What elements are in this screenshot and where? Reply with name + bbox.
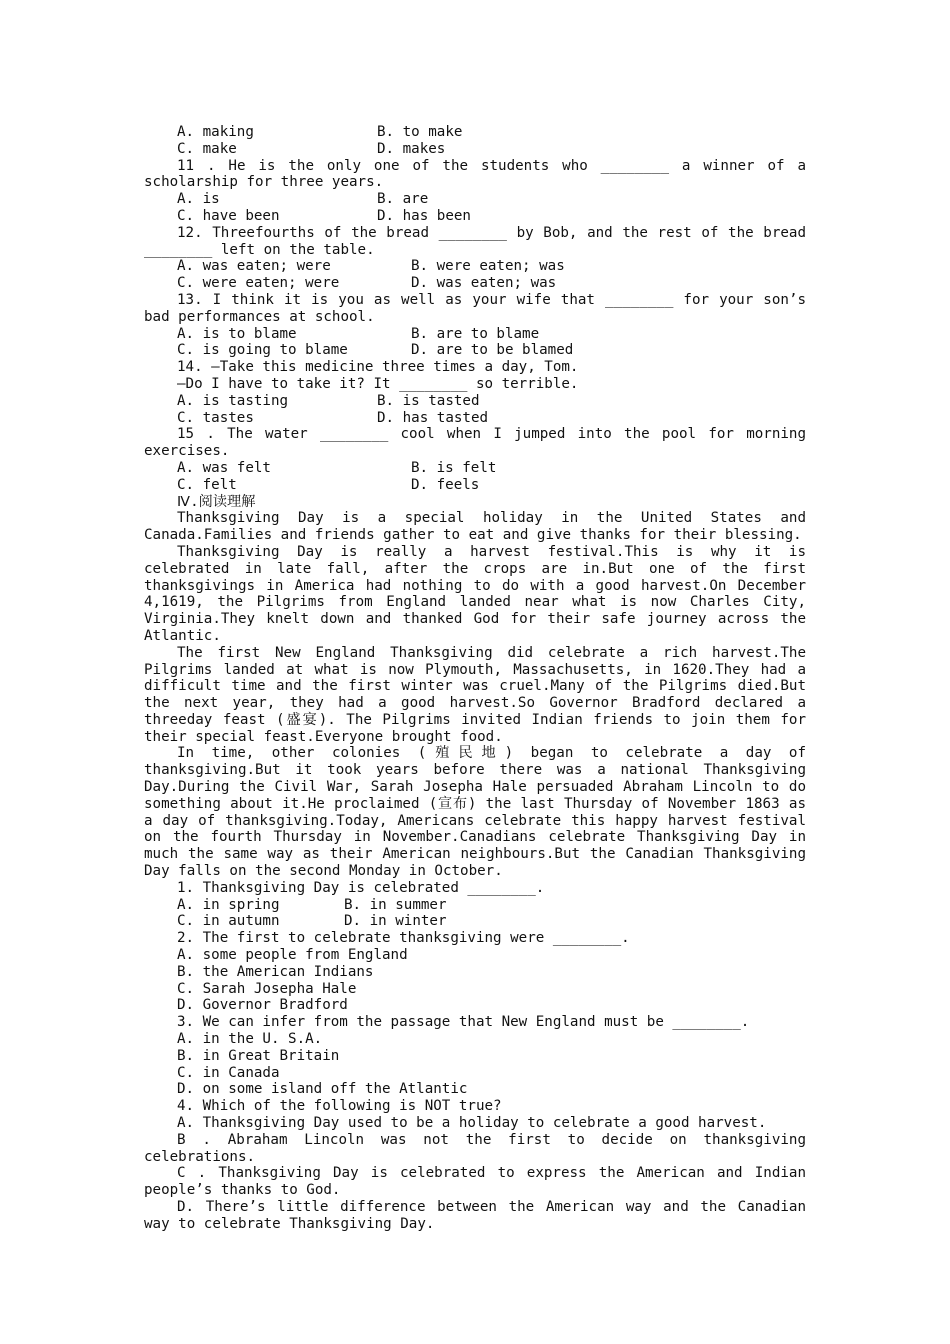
passage-paragraph: Thanksgiving Day is really a harvest festival.This is why it is celebrated in late fall, after the crops are in.But one of the first thanksgivings in America had nothing to do with a good harvest.On December 4,1619, the Pilgrims from England landed near what is now Charles City, Virginia.They knelt down and thanked God for their safe journey across the Atlantic. — [144, 543, 806, 644]
option: D. has been — [377, 207, 471, 224]
question-stem: 1. Thanksgiving Day is celebrated ________. — [177, 879, 545, 896]
question-stem: 3. We can infer from the passage that New England must be ________. — [177, 1014, 750, 1031]
option: C. tastes — [177, 409, 254, 426]
option: B. were eaten; was — [411, 258, 565, 275]
question-stem: 13. I think it is you as well as your wife that ________ for your son’s bad performances at school. — [144, 291, 806, 325]
option: C. were eaten; were — [177, 275, 340, 292]
option-row — [144, 393, 806, 410]
option: B. is felt — [411, 459, 497, 476]
option: B. are — [377, 191, 429, 208]
option: A. some people from England — [177, 947, 408, 964]
option: B. in summer — [344, 896, 447, 913]
option: D. are to be blamed — [411, 342, 574, 359]
option: D. feels — [411, 476, 480, 493]
document-page — [144, 124, 806, 1233]
option-row — [144, 191, 806, 208]
option: C. is going to blame — [177, 342, 348, 359]
option: D. on some island off the Atlantic — [177, 1081, 468, 1098]
question-stem-reply: —Do I have to take it? It ________ so terrible. — [177, 375, 579, 392]
passage-paragraph: In time, other colonies (殖民地) began to celebrate a day of thanksgiving.But it took years before there was a national Thanksgiving Day.During the Civil War, Sarah Josepha Hale persuaded Abraham Lincoln to do something about it.He proclaimed (宣布) the last Thursday of November 1863 as a day of thanksgiving.Today, Americans celebrate this happy harvest festival on the fourth Thursday in November.Canadians celebrate Thanksgiving Day in much the same way as their American neighbours.But the Canadian Thanksgiving Day falls on the second Monday in October. — [144, 745, 806, 880]
option: A. is tasting — [177, 392, 289, 409]
option-row — [144, 141, 806, 158]
option-row — [144, 258, 806, 275]
question-stem: 12. Threefourths of the bread ________ by Bob, and the rest of the bread ________ left on the table. — [144, 224, 806, 258]
option: D. Governor Bradford — [177, 997, 348, 1014]
section-title: Ⅳ.阅读理解 — [177, 493, 256, 510]
question-stem: 14. —Take this medicine three times a day, Tom. — [177, 359, 579, 376]
option: A. was felt — [177, 459, 271, 476]
question-stem: 15 . The water ________ cool when I jumped into the pool for morning exercises. — [144, 426, 806, 460]
option-row — [144, 913, 806, 930]
passage-paragraph: Thanksgiving Day is a special holiday in the United States and Canada.Families and friends gather to eat and give thanks for their blessing. — [144, 510, 806, 544]
option-row — [144, 275, 806, 292]
option: B. are to blame — [411, 325, 540, 342]
option: A. Thanksgiving Day used to be a holiday to celebrate a good harvest. — [177, 1115, 767, 1132]
option-row — [144, 208, 806, 225]
option: B . Abraham Lincoln was not the first to decide on thanksgiving celebrations. — [144, 1131, 806, 1165]
option-row — [144, 410, 806, 427]
question-stem: 11 . He is the only one of the students who ________ a winner of a scholarship for three years. — [144, 157, 806, 191]
option: C. in Canada — [177, 1064, 280, 1081]
option: D. has tasted — [377, 409, 489, 426]
option: C. in autumn — [177, 913, 280, 930]
option: B. in Great Britain — [177, 1047, 340, 1064]
option: C. have been — [177, 207, 280, 224]
option: D. makes — [377, 140, 446, 157]
option-row — [144, 326, 806, 343]
option: A. in the U. S.A. — [177, 1031, 323, 1048]
passage-paragraph: The first New England Thanksgiving did celebrate a rich harvest.The Pilgrims landed at what is now Plymouth, Massachusetts, in 1620.They had a difficult time and the first winter was cruel.Many of the Pilgrims died.But the next year, they had a good harvest.So Governor Bradford declared a threeday feast (盛宴). The Pilgrims invited Indian friends to join them for their special feast.Everyone brought food. — [144, 644, 806, 745]
option: C. make — [177, 140, 237, 157]
option: C. felt — [177, 476, 237, 493]
option: A. is — [177, 191, 220, 208]
option: A. was eaten; were — [177, 258, 331, 275]
option: A. in spring — [177, 896, 280, 913]
option: D. There’s little difference between the American way and the Canadian way to celebrate Thanksgiving Day. — [144, 1199, 806, 1232]
option-row — [144, 342, 806, 359]
option: B. is tasted — [377, 392, 480, 409]
option: D. was eaten; was — [411, 275, 557, 292]
option: D. in winter — [344, 913, 447, 930]
option-row — [144, 897, 806, 914]
question-stem: 2. The first to celebrate thanksgiving were ________. — [177, 930, 630, 947]
question-stem: 4. Which of the following is NOT true? — [177, 1098, 502, 1115]
option: A. making — [177, 124, 254, 140]
option: C. Sarah Josepha Hale — [177, 980, 357, 997]
option: C . Thanksgiving Day is celebrated to express the American and Indian people’s thanks to God. — [144, 1165, 806, 1199]
option-row — [144, 460, 806, 477]
option: B. to make — [377, 124, 463, 140]
option: B. the American Indians — [177, 963, 374, 980]
option-row — [144, 477, 806, 494]
option: A. is to blame — [177, 325, 297, 342]
option-row — [144, 124, 806, 141]
